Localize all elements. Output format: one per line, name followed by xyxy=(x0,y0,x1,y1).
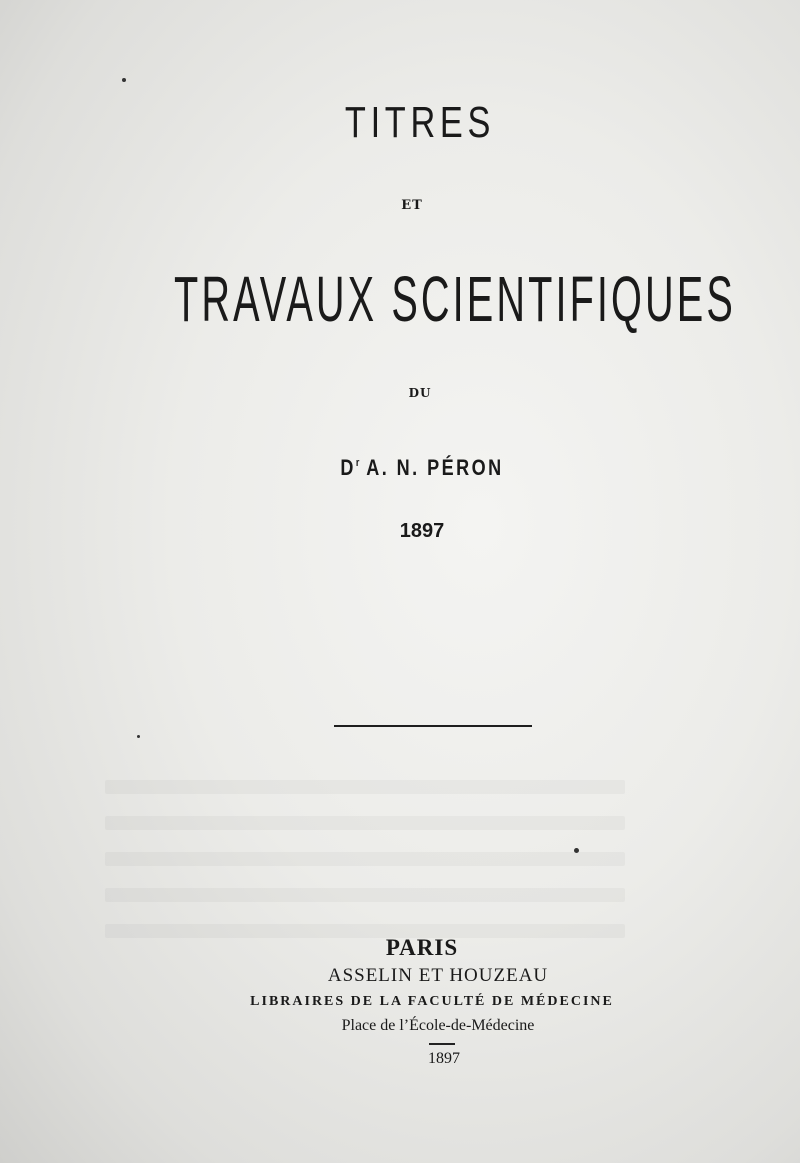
publication-year: 1897 xyxy=(399,520,445,542)
imprint-city: PARIS xyxy=(385,935,459,960)
bleed-through-lines xyxy=(105,780,625,960)
imprint-role: LIBRAIRES DE LA FACULTÉ DE MÉDECINE xyxy=(250,994,614,1009)
author-line xyxy=(94,455,750,481)
imprint-small-rule xyxy=(429,1043,455,1045)
imprint-publisher: ASSELIN ET HOUZEAU xyxy=(327,965,549,986)
title-line-2: TRAVAUX SCIENTIFIQUES xyxy=(174,263,736,335)
paper-speck xyxy=(574,848,579,853)
paper-speck xyxy=(137,735,140,738)
title-preposition: DU xyxy=(408,386,432,400)
title-line-1: TITRES xyxy=(344,98,496,147)
divider-rule xyxy=(334,725,532,727)
imprint-year: 1897 xyxy=(428,1050,460,1067)
title-conjunction: ET xyxy=(401,198,423,213)
author-prefix: D xyxy=(340,455,356,480)
author-prefix-superscript: r xyxy=(355,457,360,469)
imprint-address: Place de l’École-de-Médecine xyxy=(341,1017,535,1034)
paper-speck xyxy=(122,78,126,82)
author-name: A. N. PÉRON xyxy=(359,455,504,480)
